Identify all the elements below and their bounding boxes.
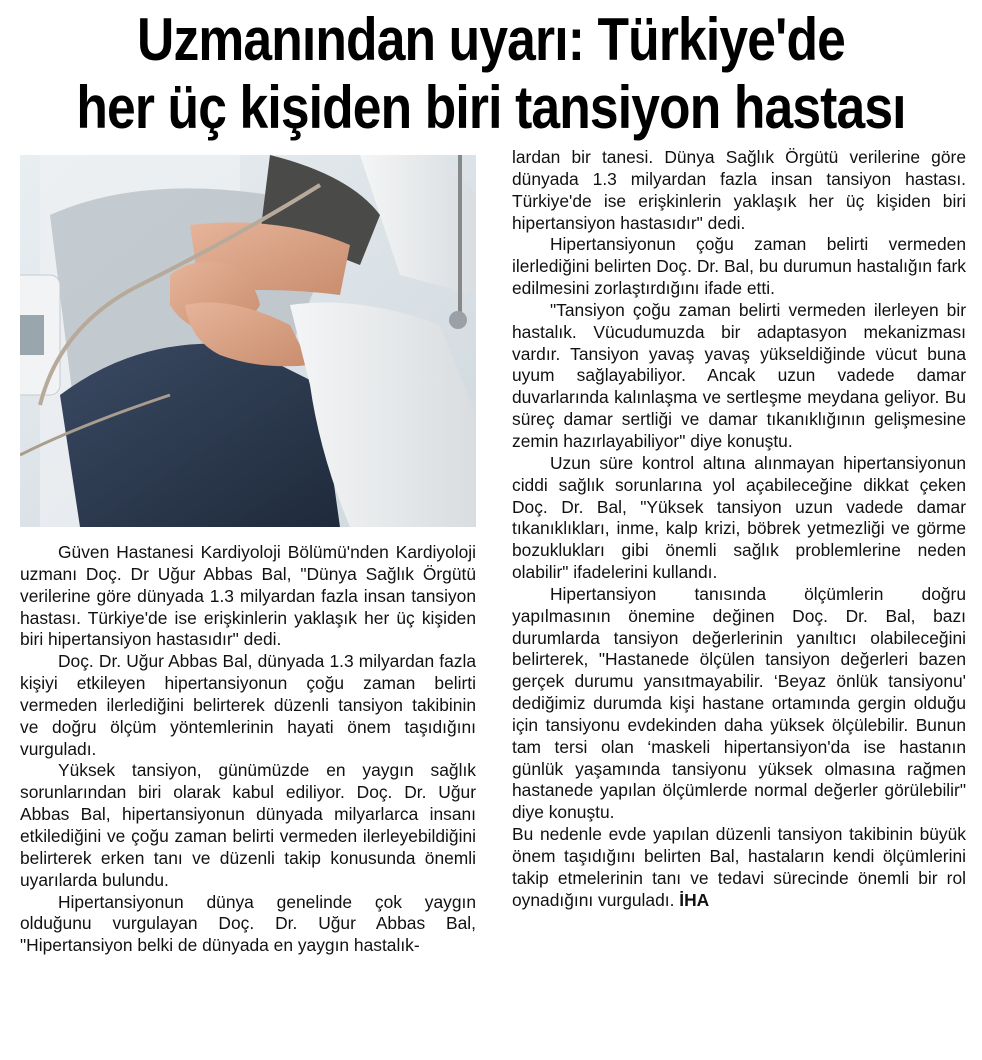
source-tag: İHA [679, 889, 710, 910]
paragraph: Hipertansiyonun çoğu zaman belirti vermeden ilerlediğini belirten Doç. Dr. Bal, bu durumun hastalığın fark edilmesini zorlaştırdığını ifade etti. [512, 234, 966, 299]
paragraph: Yüksek tansiyon, günümüzde en yaygın sağlık sorunlarından biri olarak kabul ediliyor. Doç. Dr. Uğur Abbas Bal, hipertansiyonun dünyada milyarlarca insanı etkilediğini ve çoğu zaman belirti vermeden ilerleyebildiğini belirterek erken tanı ve düzenli takip konusunda önemli uyarılarda bulundu. [20, 760, 476, 890]
paragraph: Doç. Dr. Uğur Abbas Bal, dünyada 1.3 milyardan fazla kişiyi etkileyen hipertansiyonun çoğu zaman belirti vermeden ilerlediğini belirterek düzenli tansiyon takibinin ve doğru ölçüm yöntemlerinin hayati önem taşıdığını vurguladı. [20, 651, 476, 759]
headline-line-1: Uzmanından uyarı: Türkiye'de [137, 6, 845, 73]
paragraph: "Tansiyon çoğu zaman belirti vermeden ilerleyen bir hastalık. Vücudumuzda bir adaptasyon mekanizması vardır. Tansiyon yavaş yavaş yükseldiğinde vücut buna uyum sağlayabiliyor. Ancak uzun vadede damar duvarlarında kalınlaşma ve sertleşme meydana geliyor. Bu süreç damar sertliği ve damar tıkanıklığının gelişmesine zemin hazırlayabiliyor" diye konuştu. [512, 299, 966, 451]
headline [0, 6, 982, 142]
final-text: Bu nedenle evde yapılan düzenli tansiyon takibinin büyük önem taşıdığını belirten Bal, hastaların kendi ölçümlerini takip etmelerinin tanı ve tedavi sürecinde önemli bir rol oynadığını vurguladı. [512, 824, 966, 910]
article-column-right [512, 147, 966, 912]
paragraph: Güven Hastanesi Kardiyoloji Bölümü'nden Kardiyoloji uzmanı Doç. Dr Uğur Abbas Bal, "Dünya Sağlık Örgütü verilerine göre dünyada 1.3 milyardan fazla insan tansiyon hastası. Türkiye'de ise erişkinlerin yaklaşık her üç kişiden biri hipertansiyon hastasıdır" dedi. [20, 542, 476, 650]
paragraph-continuation: lardan bir tanesi. Dünya Sağlık Örgütü verilerine göre dünyada 1.3 milyardan fazla insan tansiyon hastası. Türkiye'de ise erişkinlerin yaklaşık her üç kişiden biri hipertansiyon hastasıdır" dedi. [512, 147, 966, 233]
paragraph: Hipertansiyon tanısında ölçümlerin doğru yapılmasının önemine değinen Doç. Dr. Bal, bazı durumlarda tansiyon değerlerinin yanıltıcı olabileceğini belirterek, "Hastanede ölçülen tansiyon değerleri bazen gerçek durumu yansıtmayabilir. ‘Beyaz önlük tansiyonu' dediğimiz durumda kişi hastane ortamında gergin olduğu için tansiyonu evdekinden daha yüksek ölçülebilir. Bunun tam tersi olan ‘maskeli hipertansiyon'da ise hastanın günlük yaşamında tansiyonu yüksek olmasına rağmen hastanede yapılan ölçümlerde normal değerler görülebilir" diye konuştu. [512, 583, 966, 823]
paragraph: Hipertansiyonun dünya genelinde çok yaygın olduğunu vurgulayan Doç. Dr. Uğur Abbas Bal, "Hipertansiyon belki de dünyada en yaygın hastalık- [20, 891, 476, 956]
paragraph: Uzun süre kontrol altına alınmayan hipertansiyonun ciddi sağlık sorunlarına yol açabileceğine dikkat çeken Doç. Dr. Bal, "Yüksek tansiyon uzun vadede damar tıkanıklıkları, inme, kalp krizi, böbrek yetmezliği ve görme bozuklukları gibi önemli sağlık problemlerine neden olabilir" ifadelerini kullandı. [512, 452, 966, 583]
paragraph-final [512, 824, 966, 911]
article-column-left [20, 542, 476, 957]
headline-line-2: her üç kişiden biri tansiyon hastası [76, 74, 906, 141]
article-photo [20, 155, 476, 527]
blood-pressure-photo-illustration [20, 155, 476, 527]
